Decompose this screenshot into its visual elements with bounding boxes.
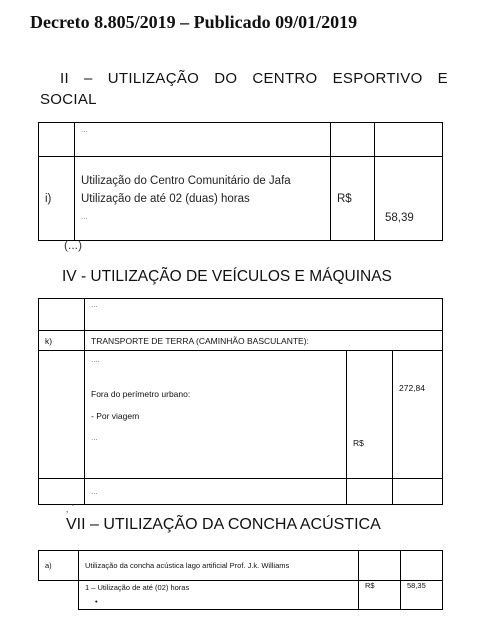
item-description [79,581,359,610]
table-row [39,351,443,479]
table-cell [75,123,331,157]
document-title: Decreto 8.805/2019 – Publicado 09/01/2019 [30,12,358,32]
table-concha-acustica [38,550,443,610]
item-heading: TRANSPORTE DE TERRA (CAMINHÃO BASCULANTE): [85,331,443,351]
description-line: 1 – Utilização de até (02) horas [85,583,190,592]
section-ii-heading-line2: SOCIAL [40,91,97,108]
currency-cell: R$ [331,157,375,241]
table-row [39,479,443,505]
item-description [85,351,347,479]
currency-cell: R$ [347,351,393,479]
item-letter: k) [39,331,85,351]
dots-text: ... [91,300,98,309]
heading-word: DO [214,70,238,87]
value-cell: 58,39 [375,157,443,241]
bullet: • [95,597,98,606]
heading-word: ESPORTIVO [332,70,423,87]
item-description: Utilização da concha acústica lago artificial Prof. J.k. Williams [79,551,359,581]
description-line: Fora do perímetro urbano: [91,389,191,399]
section-iv-heading: IV - UTILIZAÇÃO DE VEÍCULOS E MÁQUINAS [62,268,392,285]
value-cell: 58,35 [401,581,443,610]
table-cell [39,479,85,505]
item-letter: a) [39,551,79,581]
heading-word: – [84,70,93,87]
dots-text: .... [91,355,100,364]
ellipsis: (...) [64,238,82,252]
table-cell [39,299,85,331]
table-cell [401,551,443,581]
dots-text: ... [81,125,88,134]
table-cell [39,123,75,157]
heading-word: UTILIZAÇÃO [107,70,200,87]
table-row [39,581,443,610]
value-cell: 272,84 [393,351,443,479]
table-cell [85,299,443,331]
table-cell [331,123,375,157]
item-description [75,157,331,241]
table-cell [39,581,79,610]
table-cell [375,123,443,157]
table-veiculos [38,298,443,505]
description-line: - Por viagem [91,411,140,421]
table-cell [39,351,85,479]
dots-text: ... [81,211,88,221]
dots-text: ... [91,433,98,442]
item-letter: i) [39,157,75,241]
table-centro-esportivo [38,122,443,241]
table-cell [393,479,443,505]
table-row [39,299,443,331]
dots-text: ... [85,479,347,505]
heading-word: II [60,70,69,87]
heading-word: CENTRO [252,70,318,87]
section-ii-heading-line1 [40,68,448,89]
description-line: Utilização de até 02 (duas) horas [81,192,250,205]
table-row [39,551,443,581]
tick-marks: ‚ ˋ [66,504,75,515]
table-cell [347,479,393,505]
currency-cell: R$ [359,581,401,610]
table-row [39,123,443,157]
description-line: Utilização do Centro Comunitário de Jafa [81,174,291,187]
section-ii-heading [40,68,448,110]
table-row [39,331,443,351]
table-cell [359,551,401,581]
heading-word: E [437,70,448,87]
table-row [39,157,443,241]
section-vii-heading: VII – UTILIZAÇÃO DA CONCHA ACÚSTICA [66,516,381,533]
